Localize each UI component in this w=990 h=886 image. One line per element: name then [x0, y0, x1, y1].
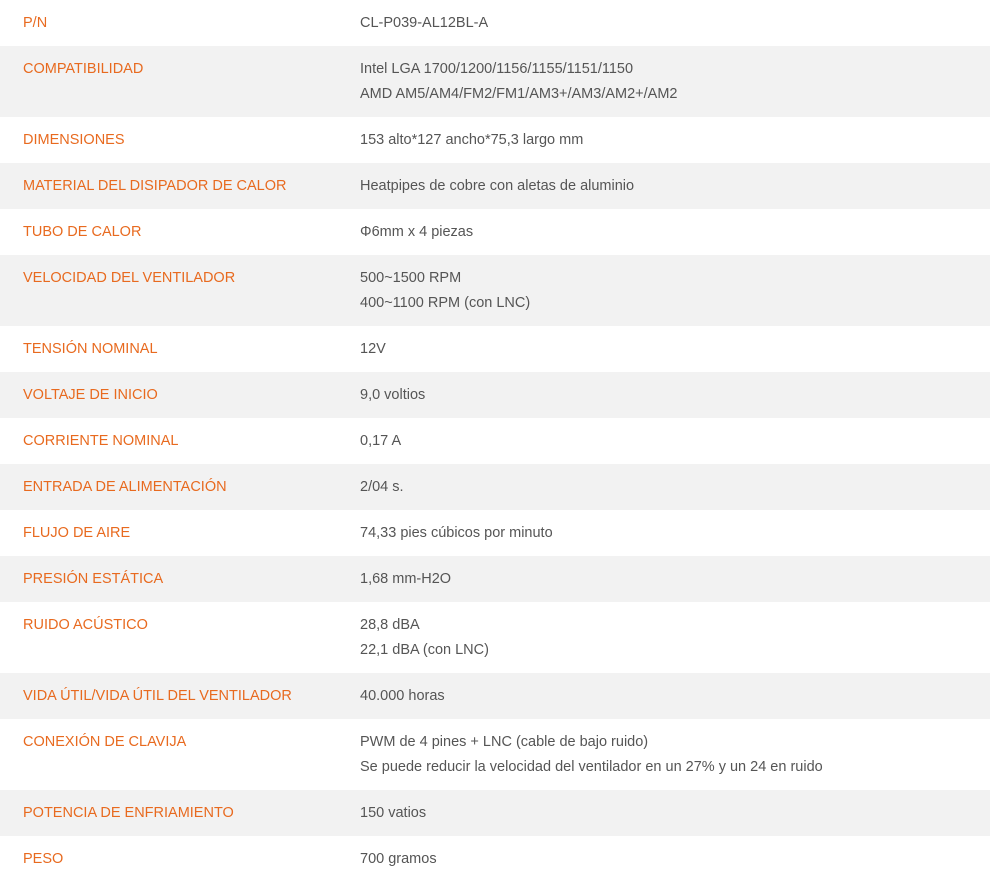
spec-row [0, 510, 990, 556]
spec-label: DIMENSIONES [23, 132, 125, 148]
spec-value-line: Intel LGA 1700/1200/1156/1155/1151/1150 [360, 61, 634, 77]
spec-value [360, 383, 990, 408]
spec-value [360, 57, 990, 107]
spec-label: VIDA ÚTIL/VIDA ÚTIL DEL VENTILADOR [23, 688, 292, 704]
spec-value [360, 613, 990, 663]
spec-row [0, 418, 990, 464]
spec-value [360, 475, 990, 500]
spec-value-line: AMD AM5/AM4/FM2/FM1/AM3+/AM3/AM2+/AM2 [360, 86, 678, 102]
spec-row [0, 326, 990, 372]
spec-row [0, 372, 990, 418]
spec-label: PRESIÓN ESTÁTICA [23, 571, 164, 587]
spec-label: POTENCIA DE ENFRIAMIENTO [23, 805, 234, 821]
spec-value-line: 400~1100 RPM (con LNC) [360, 295, 531, 311]
spec-value-line: 500~1500 RPM [360, 270, 462, 286]
spec-label: P/N [23, 15, 48, 31]
spec-label: CORRIENTE NOMINAL [23, 433, 179, 449]
spec-value [360, 429, 990, 454]
spec-row [0, 719, 990, 790]
spec-row [0, 790, 990, 836]
spec-label: FLUJO DE AIRE [23, 525, 131, 541]
spec-label: CONEXIÓN DE CLAVIJA [23, 734, 187, 750]
spec-row [0, 673, 990, 719]
spec-value-line: Heatpipes de cobre con aletas de aluminio [360, 178, 635, 194]
spec-row [0, 464, 990, 510]
spec-value [360, 521, 990, 546]
spec-value [360, 801, 990, 826]
spec-value-line: Se puede reducir la velocidad del ventilador en un 27% y un 24 en ruido [360, 759, 823, 775]
spec-label: VOLTAJE DE INICIO [23, 387, 158, 403]
spec-label: ENTRADA DE ALIMENTACIÓN [23, 479, 227, 495]
spec-row [0, 117, 990, 163]
spec-value [360, 174, 990, 199]
spec-value [360, 847, 990, 872]
spec-value [360, 730, 990, 780]
spec-label: TUBO DE CALOR [23, 224, 142, 240]
spec-value-line: 700 gramos [360, 851, 437, 867]
spec-value [360, 567, 990, 592]
spec-row [0, 209, 990, 255]
spec-row [0, 836, 990, 882]
spec-label: MATERIAL DEL DISIPADOR DE CALOR [23, 178, 287, 194]
spec-value-line: 153 alto*127 ancho*75,3 largo mm [360, 132, 584, 148]
spec-row [0, 46, 990, 117]
spec-label: PESO [23, 851, 64, 867]
spec-value-line: 0,17 A [360, 433, 402, 449]
spec-value [360, 128, 990, 153]
spec-row [0, 163, 990, 209]
spec-value-line: 74,33 pies cúbicos por minuto [360, 525, 553, 541]
spec-value-line: 12V [360, 341, 386, 357]
spec-value-line: Φ6mm x 4 piezas [360, 224, 474, 240]
spec-row [0, 255, 990, 326]
spec-value [360, 684, 990, 709]
spec-label: VELOCIDAD DEL VENTILADOR [23, 270, 236, 286]
spec-label: RUIDO ACÚSTICO [23, 617, 148, 633]
spec-value [360, 220, 990, 245]
spec-value-line: 9,0 voltios [360, 387, 426, 403]
spec-value-line: 2/04 s. [360, 479, 404, 495]
spec-value-line: 150 vatios [360, 805, 427, 821]
spec-value-line: PWM de 4 pines + LNC (cable de bajo ruido) [360, 734, 649, 750]
spec-value-line: 40.000 horas [360, 688, 445, 704]
spec-row [0, 602, 990, 673]
spec-label: COMPATIBILIDAD [23, 61, 144, 77]
spec-value-line: 1,68 mm-H2O [360, 571, 452, 587]
spec-value-line: 28,8 dBA [360, 617, 420, 633]
spec-label: TENSIÓN NOMINAL [23, 341, 158, 357]
spec-value-line: 22,1 dBA (con LNC) [360, 642, 489, 658]
spec-row [0, 556, 990, 602]
spec-value [360, 337, 990, 362]
spec-value-line: CL-P039-AL12BL-A [360, 15, 489, 31]
spec-value [360, 11, 990, 36]
spec-row [0, 0, 990, 46]
spec-value [360, 266, 990, 316]
